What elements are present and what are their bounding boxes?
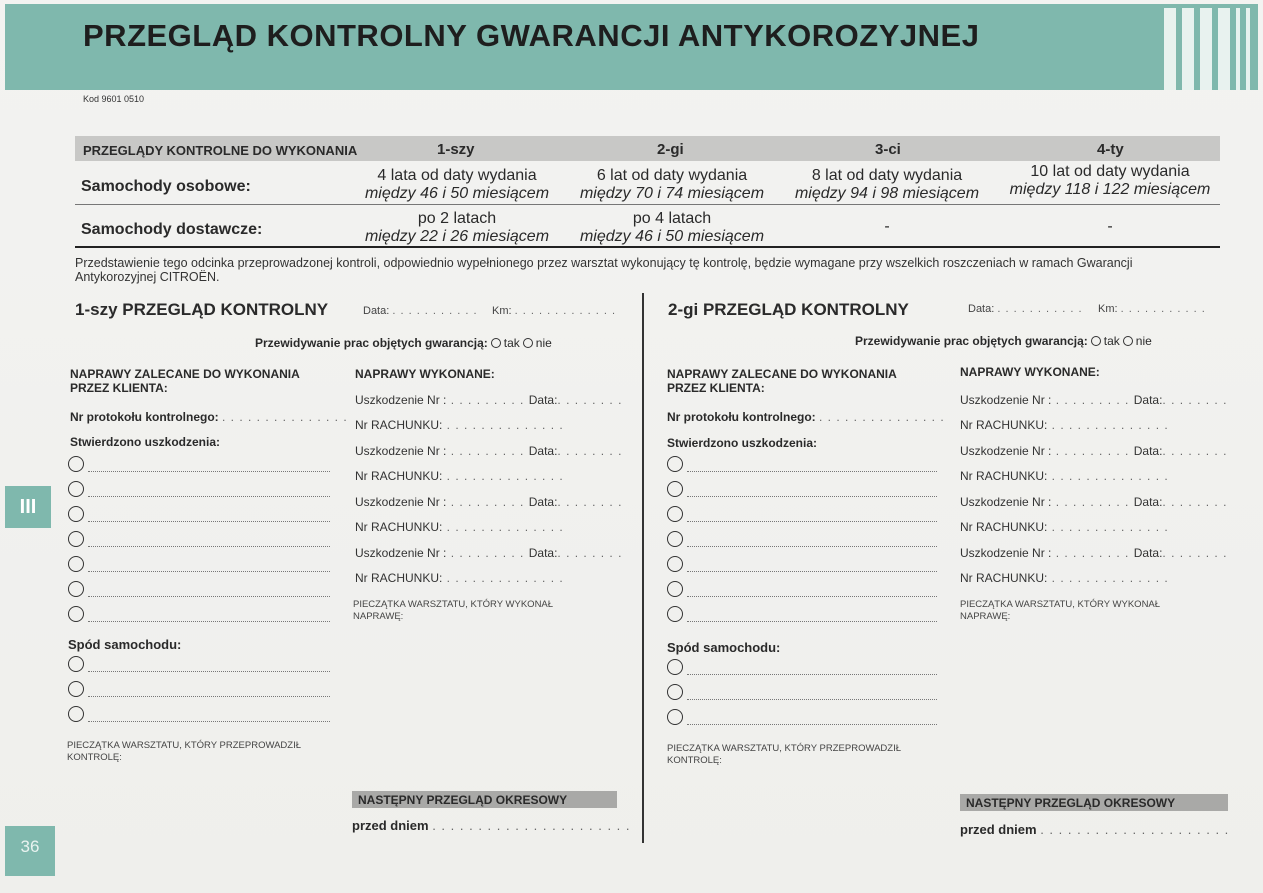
date-field[interactable]: Data: . . . . . . . . . . .: [968, 303, 1083, 315]
cell-line: 10 lat od daty wydania: [1030, 163, 1190, 180]
invoice-row[interactable]: Nr RACHUNKU: . . . . . . . . . . . . . .: [355, 418, 564, 432]
underbody-heading: Spód samochodu:: [68, 637, 182, 652]
table-cell: [1000, 218, 1220, 236]
protocol-field[interactable]: Nr protokołu kontrolnego: . . . . . . . . . . . . . . .: [70, 410, 348, 424]
date-label: Data:: [1133, 495, 1163, 509]
table-bottom-rule: [75, 246, 1220, 248]
stripe: [1246, 8, 1250, 90]
date-label: Data:: [528, 444, 558, 458]
date-label: Data:: [1133, 546, 1163, 560]
damage-row[interactable]: Uszkodzenie Nr : . . . . . . . . . Data:. . . . . . . .: [960, 444, 1228, 458]
cell-line: -: [884, 218, 890, 235]
radio-yes[interactable]: [491, 338, 501, 348]
date-field[interactable]: Data: . . . . . . . . . . .: [363, 305, 478, 317]
no-label: nie: [1135, 334, 1152, 348]
repairs-done-heading: NAPRAWY WYKONANE:: [960, 365, 1100, 379]
checkbox-circle[interactable]: [667, 659, 683, 675]
cell-line: 8 lat od daty wydania: [811, 167, 963, 184]
underbody-heading: Spód samochodu:: [667, 640, 781, 655]
date-label: Data:: [1133, 444, 1163, 458]
cell-line: po 2 latach: [417, 210, 497, 227]
radio-yes[interactable]: [1091, 336, 1101, 346]
section-title-2: 2-gi PRZEGLĄD KONTROLNY: [668, 300, 909, 319]
table-cell: [352, 167, 562, 203]
date-label: Data:: [968, 303, 995, 315]
page-title: PRZEGLĄD KONTROLNY GWARANCJI ANTYKOROZYJNEJ: [83, 18, 980, 53]
checkbox-circle[interactable]: [68, 556, 84, 572]
damage-no-label: Uszkodzenie Nr :: [960, 444, 1052, 458]
checkbox-circle[interactable]: [667, 709, 683, 725]
checkbox-circle[interactable]: [68, 531, 84, 547]
row-divider: [75, 204, 1220, 205]
cell-line-italic: między 22 i 26 miesiącem: [364, 228, 550, 245]
damage-row[interactable]: Uszkodzenie Nr : . . . . . . . . . Data:. . . . . . . .: [960, 546, 1228, 560]
checkbox-circle[interactable]: [68, 456, 84, 472]
invoice-row[interactable]: Nr RACHUNKU: . . . . . . . . . . . . . .: [960, 469, 1169, 483]
checkbox-circle[interactable]: [667, 456, 683, 472]
table-cell: [782, 218, 992, 236]
damage-row[interactable]: Uszkodzenie Nr : . . . . . . . . . Data:. . . . . . . .: [355, 393, 623, 407]
entry-line[interactable]: [687, 621, 937, 622]
invoice-row[interactable]: Nr RACHUNKU: . . . . . . . . . . . . . .: [960, 520, 1169, 534]
page-number: 36: [5, 826, 55, 876]
checkbox-circle[interactable]: [68, 706, 84, 722]
cell-line: 6 lat od daty wydania: [596, 167, 748, 184]
invoice-label: Nr RACHUNKU:: [355, 571, 443, 585]
stamp-label-inspection: PIECZĄTKA WARSZTATU, KTÓRY PRZEPROWADZIŁ KONTROLĘ:: [667, 743, 902, 766]
repairs-done-heading: NAPRAWY WYKONANE:: [355, 367, 495, 381]
invoice-label: Nr RACHUNKU:: [355, 469, 443, 483]
date-label: Data:: [528, 546, 558, 560]
damage-no-label: Uszkodzenie Nr :: [355, 393, 447, 407]
cell-line: po 4 latach: [632, 210, 712, 227]
checkbox-circle[interactable]: [667, 506, 683, 522]
km-field[interactable]: Km: . . . . . . . . . . . . .: [492, 305, 617, 317]
header-band: [5, 4, 1258, 90]
recommended-heading: NAPRAWY ZALECANE DO WYKONANIA PRZEZ KLIENTA:: [70, 367, 300, 395]
entry-line[interactable]: [88, 696, 330, 697]
damage-row[interactable]: Uszkodzenie Nr : . . . . . . . . . Data:. . . . . . . .: [960, 393, 1228, 407]
damage-no-label: Uszkodzenie Nr :: [355, 444, 447, 458]
recommended-heading: NAPRAWY ZALECANE DO WYKONANIA PRZEZ KLIENTA:: [667, 367, 897, 395]
yes-label: tak: [503, 336, 520, 350]
table-header: [75, 136, 1220, 161]
checkbox-circle[interactable]: [667, 481, 683, 497]
entry-line[interactable]: [88, 546, 330, 547]
damage-no-label: Uszkodzenie Nr :: [960, 495, 1052, 509]
invoice-row[interactable]: Nr RACHUNKU: . . . . . . . . . . . . . .: [355, 469, 564, 483]
stamp-label-repair: PIECZĄTKA WARSZTATU, KTÓRY WYKONAŁ NAPRAWĘ:: [960, 599, 1161, 622]
stripe: [1164, 8, 1176, 90]
forecast-row: [855, 334, 1152, 348]
cell-line-italic: między 94 i 98 miesiącem: [794, 185, 980, 202]
invoice-row[interactable]: Nr RACHUNKU: . . . . . . . . . . . . . .: [960, 418, 1169, 432]
entry-line[interactable]: [687, 521, 937, 522]
damage-row[interactable]: Uszkodzenie Nr : . . . . . . . . . Data:. . . . . . . .: [355, 546, 623, 560]
entry-line[interactable]: [687, 596, 937, 597]
row-label-cars: Samochody osobowe:: [81, 178, 251, 195]
checkbox-circle[interactable]: [68, 656, 84, 672]
entry-line[interactable]: [687, 699, 937, 700]
entry-line[interactable]: [88, 496, 330, 497]
cell-line: -: [1107, 218, 1113, 235]
invoice-label: Nr RACHUNKU:: [960, 418, 1048, 432]
table-cell: [567, 167, 777, 203]
table-header-3: 3-ci: [875, 141, 901, 158]
entry-line[interactable]: [88, 621, 330, 622]
radio-no[interactable]: [523, 338, 533, 348]
cell-line-italic: między 118 i 122 miesiącem: [1009, 181, 1211, 198]
entry-line[interactable]: [88, 571, 330, 572]
before-label: przed dniem: [352, 818, 429, 833]
header-stripes: [1164, 8, 1250, 90]
checkbox-circle[interactable]: [667, 606, 683, 622]
document-code: Kod 9601 0510: [83, 94, 145, 104]
radio-no[interactable]: [1123, 336, 1133, 346]
cell-line: 4 lata od daty wydania: [377, 167, 537, 184]
forecast-row: [255, 336, 552, 350]
entry-line[interactable]: [88, 471, 330, 472]
table-cell: [782, 167, 992, 203]
table-cell: [1000, 163, 1220, 199]
stamp-label-inspection: PIECZĄTKA WARSZTATU, KTÓRY PRZEPROWADZIŁ KONTROLĘ:: [67, 740, 302, 763]
date-label: Data:: [528, 393, 558, 407]
protocol-field[interactable]: Nr protokołu kontrolnego: . . . . . . . . . . . . . . .: [667, 410, 945, 424]
notice-text: Przedstawienie tego odcinka przeprowadzonej kontroli, odpowiednio wypełnionego przez warsztat wykonujący tę kontrolę, będzie wymagane przy wszelkich roszczeniach w ramach Gwarancji Antykorozyjnej CITROËN.: [75, 256, 1133, 284]
km-label: Km:: [1098, 303, 1118, 315]
entry-line[interactable]: [687, 674, 937, 675]
forecast-label: Przewidywanie prac objętych gwarancją:: [855, 334, 1088, 348]
entry-line[interactable]: [88, 721, 330, 722]
damage-heading: Stwierdzono uszkodzenia:: [667, 436, 818, 450]
invoice-row[interactable]: Nr RACHUNKU: . . . . . . . . . . . . . .: [355, 571, 564, 585]
checkbox-circle[interactable]: [68, 581, 84, 597]
km-label: Km:: [492, 305, 512, 317]
stripe: [1200, 8, 1212, 90]
entry-line[interactable]: [88, 671, 330, 672]
section-title-1: 1-szy PRZEGLĄD KONTROLNY: [75, 300, 329, 319]
stripe: [1236, 8, 1240, 90]
checkbox-circle[interactable]: [667, 556, 683, 572]
table-cell: [567, 210, 777, 246]
no-label: nie: [535, 336, 552, 350]
entry-line[interactable]: [687, 546, 937, 547]
entry-line[interactable]: [687, 471, 937, 472]
invoice-label: Nr RACHUNKU:: [960, 571, 1048, 585]
damage-no-label: Uszkodzenie Nr :: [960, 546, 1052, 560]
checkbox-circle[interactable]: [667, 531, 683, 547]
chapter-tab: III: [5, 486, 51, 528]
table-header-label: PRZEGLĄDY KONTROLNE DO WYKONANIA: [83, 143, 358, 158]
invoice-row[interactable]: Nr RACHUNKU: . . . . . . . . . . . . . .: [355, 520, 564, 534]
damage-row[interactable]: Uszkodzenie Nr : . . . . . . . . . Data:. . . . . . . .: [960, 495, 1228, 509]
checkbox-circle[interactable]: [667, 581, 683, 597]
km-field[interactable]: Km: . . . . . . . . . . .: [1098, 303, 1206, 315]
protocol-label: Nr protokołu kontrolnego:: [667, 410, 816, 424]
checkbox-circle[interactable]: [68, 506, 84, 522]
stripe: [1182, 8, 1194, 90]
damage-heading: Stwierdzono uszkodzenia:: [70, 435, 221, 449]
checkbox-circle[interactable]: [68, 606, 84, 622]
forecast-label: Przewidywanie prac objętych gwarancją:: [255, 336, 488, 350]
invoice-label: Nr RACHUNKU:: [355, 418, 443, 432]
table-header-4: 4-ty: [1097, 141, 1124, 158]
table-cell: [352, 210, 562, 246]
damage-row[interactable]: Uszkodzenie Nr : . . . . . . . . . Data:. . . . . . . .: [355, 444, 623, 458]
damage-no-label: Uszkodzenie Nr :: [355, 495, 447, 509]
stamp-label-repair: PIECZĄTKA WARSZTATU, KTÓRY WYKONAŁ NAPRAWĘ:: [353, 599, 554, 622]
protocol-label: Nr protokołu kontrolnego:: [70, 410, 219, 424]
row-label-vans: Samochody dostawcze:: [81, 221, 263, 238]
damage-no-label: Uszkodzenie Nr :: [355, 546, 447, 560]
entry-line[interactable]: [687, 571, 937, 572]
invoice-label: Nr RACHUNKU:: [960, 469, 1048, 483]
invoice-label: Nr RACHUNKU:: [960, 520, 1048, 534]
damage-no-label: Uszkodzenie Nr :: [960, 393, 1052, 407]
yes-label: tak: [1103, 334, 1120, 348]
date-label: Data:: [1133, 393, 1163, 407]
invoice-row[interactable]: Nr RACHUNKU: . . . . . . . . . . . . . .: [960, 571, 1169, 585]
cell-line-italic: między 70 i 74 miesiącem: [579, 185, 765, 202]
damage-row[interactable]: Uszkodzenie Nr : . . . . . . . . . Data:. . . . . . . .: [355, 495, 623, 509]
invoice-label: Nr RACHUNKU:: [355, 520, 443, 534]
date-label: Data:: [528, 495, 558, 509]
date-label: Data:: [363, 305, 390, 317]
next-inspection-bar: NASTĘPNY PRZEGLĄD OKRESOWY: [960, 794, 1228, 811]
checkbox-circle[interactable]: [68, 681, 84, 697]
before-date-field[interactable]: przed dniem . . . . . . . . . . . . . . . . . . . . . .: [352, 818, 631, 833]
table-header-1: 1-szy: [437, 141, 475, 158]
stripe: [1218, 8, 1230, 90]
entry-line[interactable]: [687, 724, 937, 725]
before-label: przed dniem: [960, 822, 1037, 837]
before-date-field[interactable]: przed dniem . . . . . . . . . . . . . . . . . . . . .: [960, 822, 1230, 837]
next-inspection-bar: NASTĘPNY PRZEGLĄD OKRESOWY: [352, 791, 617, 808]
cell-line-italic: między 46 i 50 miesiącem: [579, 228, 765, 245]
entry-line[interactable]: [687, 496, 937, 497]
entry-line[interactable]: [88, 521, 330, 522]
cell-line-italic: między 46 i 50 miesiącem: [364, 185, 550, 202]
entry-line[interactable]: [88, 596, 330, 597]
checkbox-circle[interactable]: [68, 481, 84, 497]
checkbox-circle[interactable]: [667, 684, 683, 700]
table-header-2: 2-gi: [657, 141, 684, 158]
column-divider: [642, 293, 644, 843]
